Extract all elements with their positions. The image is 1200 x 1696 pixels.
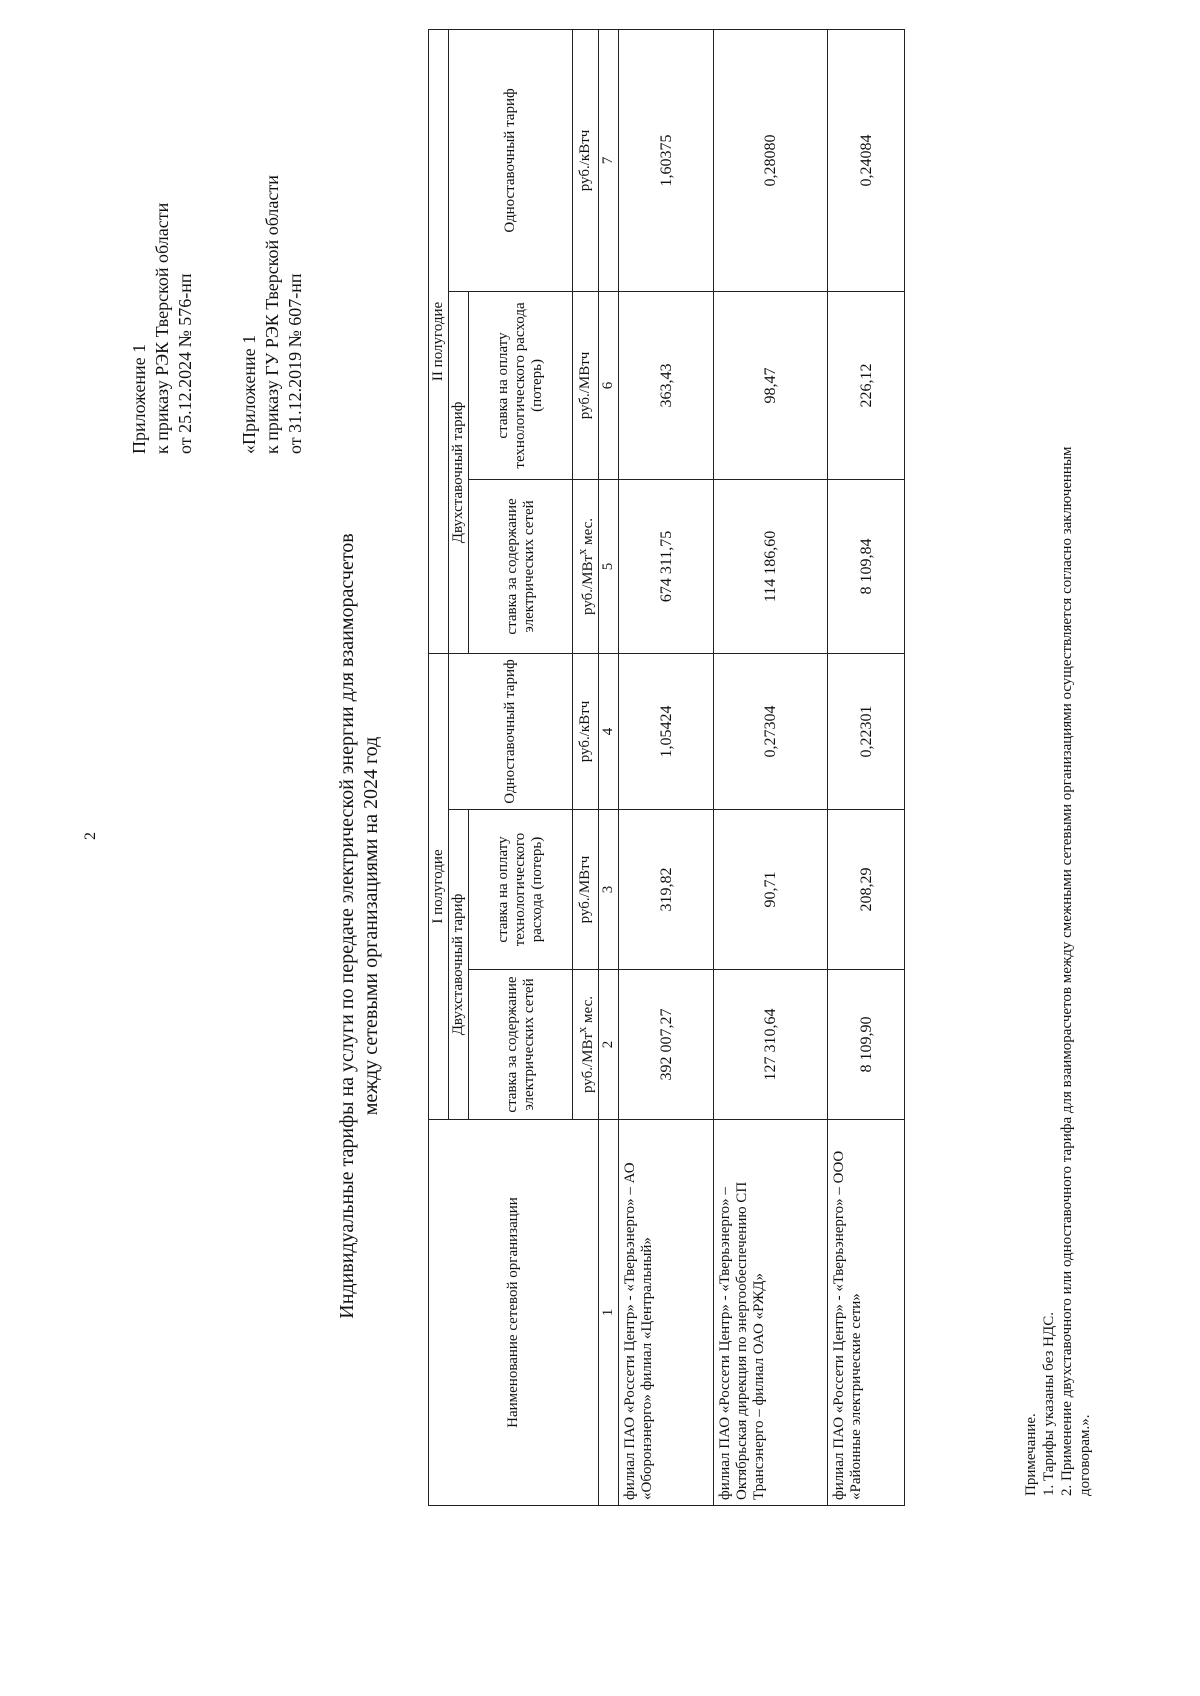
unit-half1-single: руб./кВтч <box>573 653 599 809</box>
unit-mw-rest: мес. <box>580 996 596 1027</box>
tariff-table <box>428 29 905 1506</box>
table-row <box>828 29 905 1505</box>
appendix-new-line2: к приказу РЭК Тверской области <box>152 202 172 454</box>
org-name-cell: филиал ПАО «Россети Центр» - «Тверьэнерго» – Октябрьская дирекция по энергообеспечению СП Трансэнерго – филиал ОАО «РЖД» <box>714 1120 828 1506</box>
header-half1-losses: ставка на оплату технологического расхода (потерь) <box>469 810 573 970</box>
h2-single-cell: 1,60375 <box>619 29 714 291</box>
unit-mw: руб./МВт <box>580 1032 596 1093</box>
title-line1: Индивидуальные тарифы на услуги по передаче электрической энергии для взаиморасчетов <box>336 533 358 1319</box>
column-number: 4 <box>599 653 619 809</box>
h1-maintenance-cell: 392 007,27 <box>619 970 714 1120</box>
column-number: 7 <box>599 29 619 291</box>
unit-half1-losses: руб./МВтч <box>573 810 599 970</box>
column-number: 5 <box>599 479 619 653</box>
h2-single-cell: 0,28080 <box>714 29 828 291</box>
h2-losses-cell: 226,12 <box>828 291 905 479</box>
unit-half2-single: руб./кВтч <box>573 29 599 291</box>
h1-single-cell: 0,22301 <box>828 653 905 809</box>
column-number: 3 <box>599 810 619 970</box>
h1-maintenance-cell: 127 310,64 <box>714 970 828 1120</box>
h1-losses-cell: 319,82 <box>619 810 714 970</box>
header-half1-two-rate: Двухставочный тариф <box>449 810 469 1120</box>
appendix-old-line2: к приказу ГУ РЭК Тверской области <box>262 175 282 454</box>
header-half2-maintenance: ставка за содержание электрических сетей <box>469 479 573 653</box>
title-line2: между сетевыми организациями на 2024 год <box>360 736 382 1116</box>
appendix-old-line1: «Приложение 1 <box>239 334 259 454</box>
appendix-old-line3: от 31.12.2019 № 607-нп <box>285 273 305 454</box>
h1-losses-cell: 90,71 <box>714 810 828 970</box>
unit-mw: руб./МВт <box>580 554 596 615</box>
unit-half2-losses: руб./МВтч <box>573 291 599 479</box>
notes-item1: 1. Тарифы указаны без НДС. <box>1041 1312 1057 1496</box>
h2-maintenance-cell: 674 311,75 <box>619 479 714 653</box>
notes-item2-line1: 2. Применение двухставочного или одноставочного тарифа для взаиморасчетов между смежными сетевыми организациями осуществляется согласно заключенным <box>1059 446 1075 1496</box>
notes-section <box>1022 446 1094 1496</box>
h1-single-cell: 0,27304 <box>714 653 828 809</box>
header-half2-losses: ставка на оплату технологического расхода (потерь) <box>469 291 573 479</box>
column-number: 6 <box>599 291 619 479</box>
unit-half1-maintenance <box>573 970 599 1120</box>
header-half2-single-rate: Одноставочный тариф <box>449 29 573 291</box>
notes-item2-line2: договорам.». <box>1077 1414 1093 1496</box>
org-name-cell: филиал ПАО «Россети Центр» - «Тверьэнерго» – АО «Оборонэнерго» филиал «Центральный» <box>619 1120 714 1506</box>
appendix-header-new <box>128 203 197 454</box>
header-half1: I полугодие <box>429 653 449 1119</box>
appendix-new-line3: от 25.12.2024 № 576-нп <box>175 273 195 454</box>
header-org-name: Наименование сетевой организации <box>429 1120 599 1506</box>
table-row <box>619 29 714 1505</box>
header-half2-two-rate: Двухставочный тариф <box>449 291 469 653</box>
column-number: 1 <box>599 1120 619 1506</box>
unit-mw-rest: мес. <box>580 517 596 549</box>
document-title <box>335 366 383 1486</box>
h2-maintenance-cell: 114 186,60 <box>714 479 828 653</box>
h2-single-cell: 0,24084 <box>828 29 905 291</box>
org-name-cell: филиал ПАО «Россети Центр» - «Тверьэнерго» – ООО «Районные электрические сети» <box>828 1120 905 1506</box>
unit-mw-sup: х <box>575 1026 589 1033</box>
column-number: 2 <box>599 970 619 1120</box>
h2-losses-cell: 363,43 <box>619 291 714 479</box>
header-half1-maintenance: ставка за содержание электрических сетей <box>469 970 573 1120</box>
unit-half2-maintenance <box>573 479 599 653</box>
appendix-header-old <box>238 175 307 454</box>
page-number: 2 <box>82 832 99 840</box>
h1-single-cell: 1,05424 <box>619 653 714 809</box>
h1-losses-cell: 208,29 <box>828 810 905 970</box>
h2-maintenance-cell: 8 109,84 <box>828 479 905 653</box>
notes-heading: Примечание. <box>1023 1413 1039 1496</box>
table-row <box>714 29 828 1505</box>
h2-losses-cell: 98,47 <box>714 291 828 479</box>
unit-mw-sup: х <box>575 548 589 555</box>
header-half2: II полугодие <box>429 29 449 653</box>
header-half1-single-rate: Одноставочный тариф <box>449 653 573 809</box>
appendix-new-line1: Приложение 1 <box>129 343 149 454</box>
h1-maintenance-cell: 8 109,90 <box>828 970 905 1120</box>
